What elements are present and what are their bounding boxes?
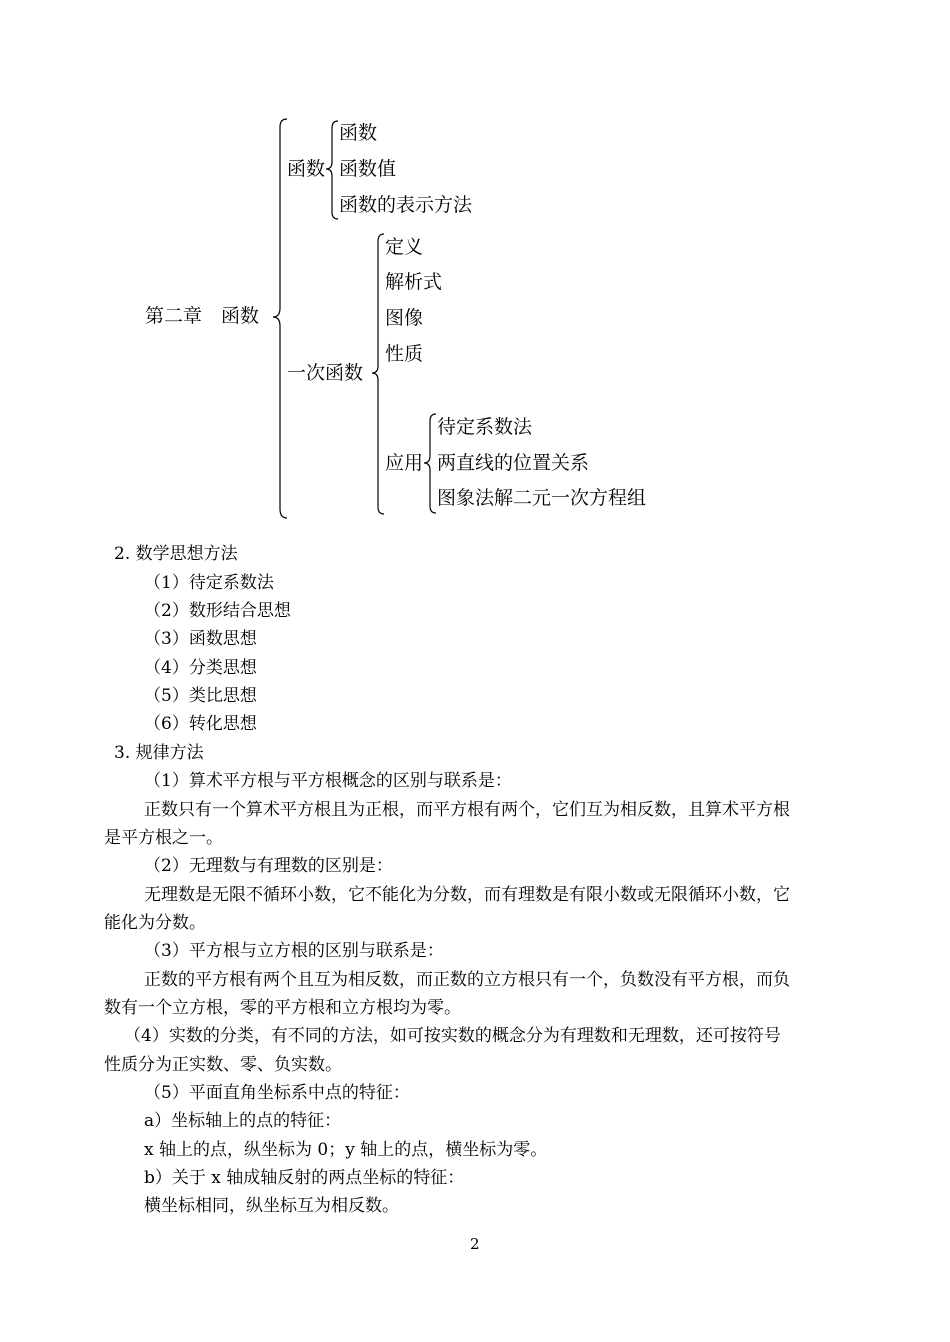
linear-function-item: 图像 bbox=[385, 307, 424, 329]
section-heading: 2. 数学思想方法 bbox=[114, 544, 238, 564]
application-item: 待定系数法 bbox=[437, 416, 533, 438]
application-item: 图象法解二元一次方程组 bbox=[437, 487, 647, 509]
function-branch-label: 函数 bbox=[287, 158, 326, 180]
linear-function-item: 解析式 bbox=[385, 271, 443, 293]
section-heading: 3. 规律方法 bbox=[114, 743, 204, 763]
text-line: 正数只有一个算术平方根且为正根，而平方根有两个，它们互为相反数，且算术平方根 bbox=[144, 800, 790, 820]
chapter-bracket bbox=[273, 119, 287, 518]
list-item: （6）转化思想 bbox=[144, 714, 257, 734]
function-item: 函数值 bbox=[339, 158, 397, 180]
linear-function-bracket bbox=[372, 234, 384, 514]
linear-function-item: 性质 bbox=[385, 343, 424, 365]
linear-function-item: 定义 bbox=[385, 236, 424, 258]
text-line: 是平方根之一。 bbox=[104, 828, 223, 848]
text-line: （2）无理数与有理数的区别是： bbox=[144, 856, 393, 876]
function-item: 函数的表示方法 bbox=[339, 194, 473, 216]
page-number: 2 bbox=[470, 1235, 480, 1253]
text-line: 横坐标相同，纵坐标互为相反数。 bbox=[144, 1196, 399, 1216]
list-item: （1）待定系数法 bbox=[144, 573, 274, 593]
list-item: （4）分类思想 bbox=[144, 658, 257, 678]
text-line: （4）实数的分类，有不同的方法，如可按实数的概念分为有理数和无理数，还可按符号 bbox=[124, 1026, 781, 1046]
text-line: x 轴上的点，纵坐标为 0；y 轴上的点，横坐标为零。 bbox=[144, 1140, 548, 1160]
list-item: （3）函数思想 bbox=[144, 629, 257, 649]
function-bracket bbox=[326, 121, 338, 219]
text-line: 性质分为正实数、零、负实数。 bbox=[104, 1055, 342, 1075]
text-line: b）关于 x 轴成轴反射的两点坐标的特征： bbox=[144, 1168, 465, 1188]
text-line: （5）平面直角坐标系中点的特征： bbox=[144, 1083, 410, 1103]
application-branch-label: 应用 bbox=[385, 452, 424, 474]
chapter-title: 第二章 函数 bbox=[145, 305, 260, 327]
text-line: （1）算术平方根与平方根概念的区别与联系是： bbox=[144, 771, 512, 791]
text-line: 正数的平方根有两个且互为相反数，而正数的立方根只有一个，负数没有平方根，而负 bbox=[144, 970, 790, 990]
linear-function-branch-label: 一次函数 bbox=[287, 362, 364, 384]
text-line: 能化为分数。 bbox=[104, 913, 206, 933]
application-item: 两直线的位置关系 bbox=[437, 452, 590, 474]
list-item: （2）数形结合思想 bbox=[144, 601, 291, 621]
function-item: 函数 bbox=[339, 122, 378, 144]
application-bracket bbox=[424, 414, 436, 513]
text-line: 数有一个立方根，零的平方根和立方根均为零。 bbox=[104, 998, 461, 1018]
text-line: （3）平方根与立方根的区别与联系是： bbox=[144, 941, 444, 961]
text-line: a）坐标轴上的点的特征： bbox=[144, 1111, 342, 1131]
text-line: 无理数是无限不循环小数，它不能化为分数，而有理数是有限小数或无限循环小数，它 bbox=[144, 885, 790, 905]
list-item: （5）类比思想 bbox=[144, 686, 257, 706]
